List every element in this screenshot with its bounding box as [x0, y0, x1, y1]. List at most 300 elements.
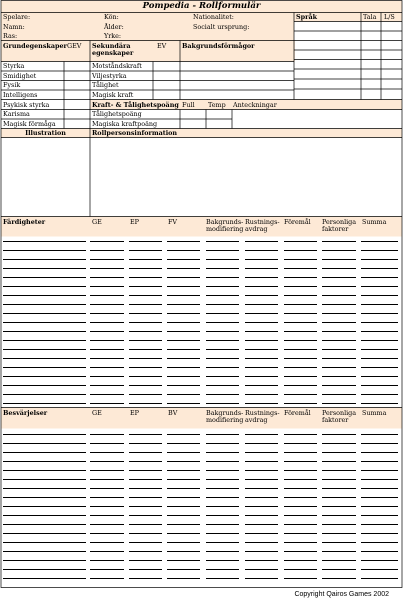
entry-line[interactable] [129, 578, 162, 579]
entry-line[interactable] [129, 560, 162, 561]
entry-line[interactable] [206, 452, 239, 453]
entry-line[interactable] [322, 560, 356, 561]
entry-line[interactable] [284, 497, 317, 498]
entry-line[interactable] [3, 443, 86, 444]
entry-line[interactable] [129, 277, 162, 278]
entry-line[interactable] [167, 506, 200, 507]
entry-line[interactable] [129, 313, 162, 314]
entry-line[interactable] [3, 367, 86, 368]
entry-line[interactable] [129, 349, 162, 350]
entry-line[interactable] [167, 394, 200, 395]
entry-line[interactable] [90, 376, 124, 377]
entry-line[interactable] [167, 286, 200, 287]
entry-line[interactable] [206, 358, 239, 359]
entry-line[interactable] [284, 304, 317, 305]
entry-line[interactable] [90, 551, 124, 552]
entry-line[interactable] [3, 403, 86, 404]
entry-line[interactable] [361, 533, 398, 534]
entry-line[interactable] [129, 515, 162, 516]
entry-line[interactable] [167, 533, 200, 534]
entry-line[interactable] [245, 443, 278, 444]
entry-line[interactable] [206, 470, 239, 471]
entry-line[interactable] [206, 250, 239, 251]
entry-line[interactable] [284, 452, 317, 453]
entry-line[interactable] [245, 304, 278, 305]
entry-line[interactable] [206, 385, 239, 386]
entry-line[interactable] [284, 560, 317, 561]
entry-line[interactable] [206, 259, 239, 260]
entry-line[interactable] [129, 358, 162, 359]
entry-line[interactable] [284, 385, 317, 386]
entry-line[interactable] [129, 331, 162, 332]
entry-line[interactable] [284, 524, 317, 525]
entry-line[interactable] [167, 560, 200, 561]
entry-line[interactable] [361, 376, 398, 377]
entry-line[interactable] [284, 286, 317, 287]
entry-line[interactable] [129, 497, 162, 498]
entry-line[interactable] [129, 551, 162, 552]
entry-line[interactable] [322, 385, 356, 386]
entry-line[interactable] [284, 470, 317, 471]
entry-line[interactable] [90, 322, 124, 323]
entry-line[interactable] [90, 443, 124, 444]
entry-line[interactable] [284, 506, 317, 507]
entry-line[interactable] [167, 331, 200, 332]
entry-line[interactable] [361, 340, 398, 341]
entry-line[interactable] [129, 268, 162, 269]
entry-line[interactable] [361, 560, 398, 561]
entry-line[interactable] [322, 331, 356, 332]
entry-line[interactable] [129, 443, 162, 444]
entry-line[interactable] [206, 578, 239, 579]
entry-line[interactable] [129, 479, 162, 480]
entry-line[interactable] [90, 434, 124, 435]
entry-line[interactable] [206, 488, 239, 489]
entry-line[interactable] [3, 479, 86, 480]
entry-line[interactable] [90, 295, 124, 296]
entry-line[interactable] [3, 488, 86, 489]
entry-line[interactable] [361, 488, 398, 489]
entry-line[interactable] [361, 443, 398, 444]
entry-line[interactable] [3, 515, 86, 516]
entry-line[interactable] [284, 268, 317, 269]
entry-line[interactable] [322, 313, 356, 314]
entry-line[interactable] [3, 331, 86, 332]
entry-line[interactable] [206, 569, 239, 570]
entry-line[interactable] [322, 250, 356, 251]
entry-line[interactable] [90, 470, 124, 471]
entry-line[interactable] [206, 349, 239, 350]
entry-line[interactable] [167, 241, 200, 242]
entry-line[interactable] [167, 376, 200, 377]
entry-line[interactable] [245, 331, 278, 332]
entry-line[interactable] [3, 250, 86, 251]
entry-line[interactable] [245, 295, 278, 296]
entry-line[interactable] [90, 515, 124, 516]
entry-line[interactable] [90, 569, 124, 570]
entry-line[interactable] [206, 403, 239, 404]
entry-line[interactable] [206, 497, 239, 498]
entry-line[interactable] [284, 349, 317, 350]
entry-line[interactable] [284, 277, 317, 278]
entry-line[interactable] [322, 241, 356, 242]
entry-line[interactable] [129, 304, 162, 305]
entry-line[interactable] [361, 403, 398, 404]
entry-line[interactable] [361, 313, 398, 314]
entry-line[interactable] [245, 313, 278, 314]
entry-line[interactable] [129, 259, 162, 260]
entry-line[interactable] [3, 452, 86, 453]
entry-line[interactable] [245, 394, 278, 395]
entry-line[interactable] [167, 358, 200, 359]
entry-line[interactable] [245, 578, 278, 579]
entry-line[interactable] [167, 578, 200, 579]
entry-line[interactable] [90, 385, 124, 386]
entry-line[interactable] [322, 286, 356, 287]
entry-line[interactable] [322, 434, 356, 435]
entry-line[interactable] [322, 295, 356, 296]
entry-line[interactable] [322, 394, 356, 395]
entry-line[interactable] [90, 340, 124, 341]
entry-line[interactable] [322, 578, 356, 579]
entry-line[interactable] [284, 358, 317, 359]
entry-line[interactable] [245, 340, 278, 341]
entry-line[interactable] [3, 506, 86, 507]
entry-line[interactable] [90, 268, 124, 269]
entry-line[interactable] [167, 250, 200, 251]
entry-line[interactable] [245, 542, 278, 543]
entry-line[interactable] [322, 515, 356, 516]
entry-line[interactable] [90, 349, 124, 350]
entry-line[interactable] [322, 259, 356, 260]
entry-line[interactable] [206, 295, 239, 296]
entry-line[interactable] [322, 506, 356, 507]
entry-line[interactable] [90, 578, 124, 579]
entry-line[interactable] [245, 452, 278, 453]
entry-line[interactable] [284, 533, 317, 534]
entry-line[interactable] [129, 434, 162, 435]
entry-line[interactable] [322, 497, 356, 498]
entry-line[interactable] [284, 461, 317, 462]
entry-line[interactable] [206, 241, 239, 242]
entry-line[interactable] [129, 506, 162, 507]
entry-line[interactable] [322, 452, 356, 453]
entry-line[interactable] [3, 470, 86, 471]
entry-line[interactable] [284, 250, 317, 251]
entry-line[interactable] [361, 506, 398, 507]
entry-line[interactable] [245, 358, 278, 359]
entry-line[interactable] [90, 403, 124, 404]
entry-line[interactable] [284, 515, 317, 516]
entry-line[interactable] [284, 443, 317, 444]
entry-line[interactable] [167, 569, 200, 570]
entry-line[interactable] [129, 286, 162, 287]
entry-line[interactable] [167, 470, 200, 471]
entry-line[interactable] [245, 259, 278, 260]
entry-line[interactable] [129, 322, 162, 323]
entry-line[interactable] [3, 241, 86, 242]
entry-line[interactable] [361, 304, 398, 305]
entry-line[interactable] [3, 569, 86, 570]
entry-line[interactable] [129, 241, 162, 242]
entry-line[interactable] [167, 443, 200, 444]
entry-line[interactable] [3, 304, 86, 305]
entry-line[interactable] [167, 349, 200, 350]
entry-line[interactable] [284, 313, 317, 314]
entry-line[interactable] [206, 277, 239, 278]
entry-line[interactable] [206, 551, 239, 552]
entry-line[interactable] [90, 286, 124, 287]
entry-line[interactable] [3, 349, 86, 350]
entry-line[interactable] [167, 497, 200, 498]
entry-line[interactable] [129, 488, 162, 489]
entry-line[interactable] [284, 376, 317, 377]
entry-line[interactable] [206, 376, 239, 377]
entry-line[interactable] [90, 358, 124, 359]
entry-line[interactable] [129, 524, 162, 525]
entry-line[interactable] [284, 259, 317, 260]
entry-line[interactable] [361, 542, 398, 543]
entry-line[interactable] [167, 542, 200, 543]
entry-line[interactable] [361, 367, 398, 368]
entry-line[interactable] [245, 569, 278, 570]
entry-line[interactable] [206, 461, 239, 462]
entry-line[interactable] [3, 322, 86, 323]
entry-line[interactable] [361, 268, 398, 269]
entry-line[interactable] [90, 259, 124, 260]
entry-line[interactable] [245, 250, 278, 251]
entry-line[interactable] [206, 304, 239, 305]
entry-line[interactable] [3, 560, 86, 561]
entry-line[interactable] [129, 250, 162, 251]
entry-line[interactable] [206, 313, 239, 314]
entry-line[interactable] [245, 268, 278, 269]
entry-line[interactable] [129, 569, 162, 570]
entry-line[interactable] [361, 295, 398, 296]
entry-line[interactable] [206, 434, 239, 435]
entry-line[interactable] [129, 470, 162, 471]
entry-line[interactable] [245, 506, 278, 507]
entry-line[interactable] [90, 542, 124, 543]
entry-line[interactable] [284, 488, 317, 489]
entry-line[interactable] [206, 533, 239, 534]
entry-line[interactable] [167, 268, 200, 269]
entry-line[interactable] [245, 515, 278, 516]
entry-line[interactable] [3, 277, 86, 278]
entry-line[interactable] [245, 376, 278, 377]
entry-line[interactable] [167, 461, 200, 462]
entry-line[interactable] [245, 385, 278, 386]
entry-line[interactable] [361, 515, 398, 516]
entry-line[interactable] [284, 578, 317, 579]
entry-line[interactable] [361, 286, 398, 287]
entry-line[interactable] [322, 304, 356, 305]
entry-line[interactable] [284, 551, 317, 552]
entry-line[interactable] [3, 313, 86, 314]
entry-line[interactable] [206, 479, 239, 480]
entry-line[interactable] [90, 506, 124, 507]
entry-line[interactable] [3, 461, 86, 462]
entry-line[interactable] [206, 331, 239, 332]
entry-line[interactable] [167, 403, 200, 404]
entry-line[interactable] [90, 304, 124, 305]
entry-line[interactable] [361, 479, 398, 480]
entry-line[interactable] [284, 569, 317, 570]
entry-line[interactable] [3, 578, 86, 579]
entry-line[interactable] [361, 578, 398, 579]
entry-line[interactable] [322, 461, 356, 462]
entry-line[interactable] [284, 322, 317, 323]
entry-line[interactable] [361, 452, 398, 453]
entry-line[interactable] [129, 385, 162, 386]
entry-line[interactable] [361, 434, 398, 435]
entry-line[interactable] [245, 277, 278, 278]
entry-line[interactable] [129, 461, 162, 462]
entry-line[interactable] [284, 241, 317, 242]
entry-line[interactable] [3, 340, 86, 341]
entry-line[interactable] [361, 569, 398, 570]
entry-line[interactable] [167, 385, 200, 386]
entry-line[interactable] [206, 515, 239, 516]
entry-line[interactable] [90, 331, 124, 332]
entry-line[interactable] [322, 349, 356, 350]
entry-line[interactable] [129, 452, 162, 453]
entry-line[interactable] [322, 268, 356, 269]
entry-line[interactable] [206, 506, 239, 507]
entry-line[interactable] [361, 461, 398, 462]
entry-line[interactable] [206, 394, 239, 395]
entry-line[interactable] [322, 569, 356, 570]
entry-line[interactable] [167, 277, 200, 278]
entry-line[interactable] [245, 551, 278, 552]
entry-line[interactable] [322, 542, 356, 543]
entry-line[interactable] [361, 551, 398, 552]
entry-line[interactable] [245, 286, 278, 287]
entry-line[interactable] [361, 250, 398, 251]
entry-line[interactable] [245, 461, 278, 462]
entry-line[interactable] [245, 560, 278, 561]
entry-line[interactable] [3, 385, 86, 386]
entry-line[interactable] [90, 452, 124, 453]
entry-line[interactable] [361, 259, 398, 260]
entry-line[interactable] [90, 479, 124, 480]
entry-line[interactable] [3, 434, 86, 435]
entry-line[interactable] [322, 376, 356, 377]
entry-line[interactable] [129, 376, 162, 377]
entry-line[interactable] [90, 497, 124, 498]
entry-line[interactable] [245, 241, 278, 242]
entry-line[interactable] [245, 349, 278, 350]
entry-line[interactable] [3, 542, 86, 543]
entry-line[interactable] [361, 470, 398, 471]
entry-line[interactable] [129, 394, 162, 395]
entry-line[interactable] [167, 259, 200, 260]
entry-line[interactable] [3, 286, 86, 287]
entry-line[interactable] [206, 560, 239, 561]
entry-line[interactable] [361, 524, 398, 525]
entry-line[interactable] [245, 524, 278, 525]
entry-line[interactable] [167, 295, 200, 296]
entry-line[interactable] [284, 479, 317, 480]
entry-line[interactable] [245, 488, 278, 489]
entry-line[interactable] [3, 394, 86, 395]
entry-line[interactable] [245, 497, 278, 498]
entry-line[interactable] [245, 403, 278, 404]
entry-line[interactable] [206, 322, 239, 323]
entry-line[interactable] [3, 533, 86, 534]
entry-line[interactable] [361, 322, 398, 323]
entry-line[interactable] [129, 295, 162, 296]
entry-line[interactable] [90, 533, 124, 534]
entry-line[interactable] [322, 488, 356, 489]
entry-line[interactable] [90, 367, 124, 368]
entry-line[interactable] [322, 322, 356, 323]
entry-line[interactable] [245, 434, 278, 435]
entry-line[interactable] [167, 434, 200, 435]
entry-line[interactable] [3, 497, 86, 498]
entry-line[interactable] [361, 385, 398, 386]
entry-line[interactable] [90, 277, 124, 278]
entry-line[interactable] [245, 533, 278, 534]
entry-line[interactable] [284, 331, 317, 332]
entry-line[interactable] [322, 358, 356, 359]
entry-line[interactable] [129, 542, 162, 543]
entry-line[interactable] [284, 403, 317, 404]
entry-line[interactable] [361, 241, 398, 242]
entry-line[interactable] [284, 367, 317, 368]
entry-line[interactable] [167, 322, 200, 323]
entry-line[interactable] [284, 434, 317, 435]
entry-line[interactable] [3, 524, 86, 525]
entry-line[interactable] [322, 443, 356, 444]
entry-line[interactable] [322, 277, 356, 278]
entry-line[interactable] [361, 497, 398, 498]
entry-line[interactable] [284, 295, 317, 296]
entry-line[interactable] [167, 452, 200, 453]
entry-line[interactable] [206, 340, 239, 341]
entry-line[interactable] [322, 533, 356, 534]
entry-line[interactable] [129, 340, 162, 341]
entry-line[interactable] [361, 277, 398, 278]
entry-line[interactable] [167, 313, 200, 314]
entry-line[interactable] [167, 304, 200, 305]
entry-line[interactable] [167, 488, 200, 489]
entry-line[interactable] [361, 349, 398, 350]
entry-line[interactable] [167, 551, 200, 552]
entry-line[interactable] [284, 542, 317, 543]
entry-line[interactable] [129, 367, 162, 368]
entry-line[interactable] [322, 367, 356, 368]
entry-line[interactable] [3, 376, 86, 377]
entry-line[interactable] [206, 268, 239, 269]
entry-line[interactable] [322, 551, 356, 552]
entry-line[interactable] [90, 313, 124, 314]
entry-line[interactable] [167, 515, 200, 516]
entry-line[interactable] [3, 358, 86, 359]
entry-line[interactable] [361, 394, 398, 395]
entry-line[interactable] [245, 322, 278, 323]
entry-line[interactable] [3, 295, 86, 296]
entry-line[interactable] [90, 241, 124, 242]
entry-line[interactable] [245, 470, 278, 471]
entry-line[interactable] [245, 479, 278, 480]
entry-line[interactable] [361, 331, 398, 332]
entry-line[interactable] [3, 259, 86, 260]
entry-line[interactable] [322, 524, 356, 525]
entry-line[interactable] [167, 479, 200, 480]
entry-line[interactable] [284, 394, 317, 395]
entry-line[interactable] [322, 479, 356, 480]
